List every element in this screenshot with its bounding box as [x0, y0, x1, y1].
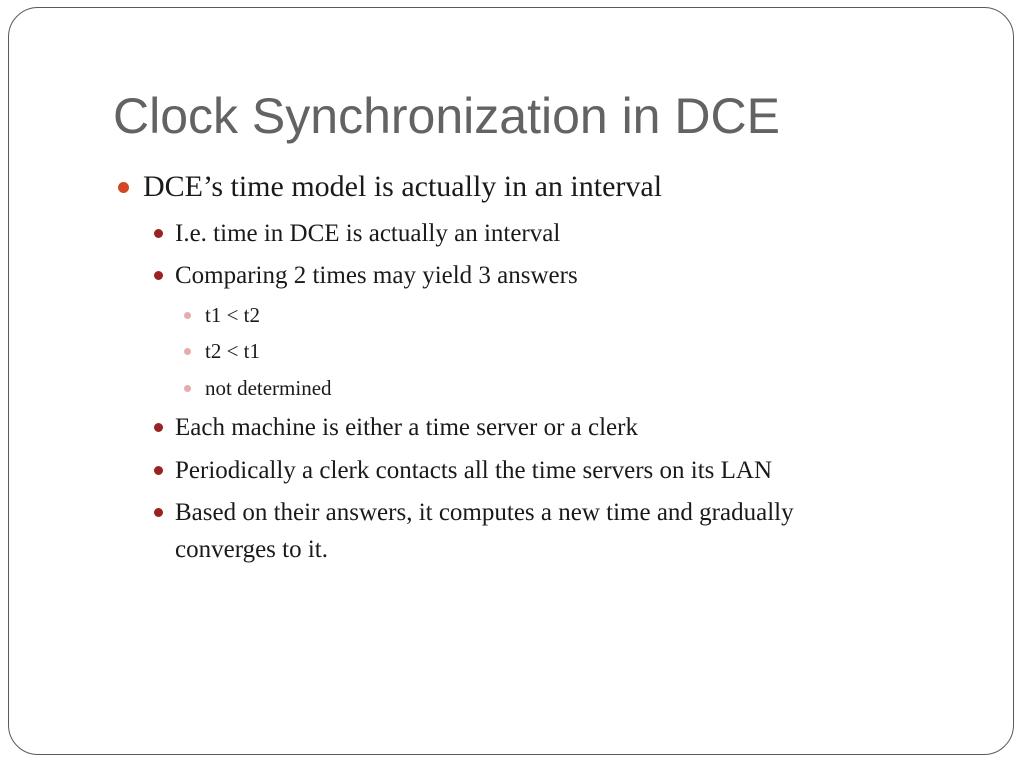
- sub-bullet-item: [175, 257, 578, 294]
- bullet-text: Comparing 2 times may yield 3 answers: [175, 262, 578, 289]
- bullet-item: [143, 168, 662, 206]
- bullet-text: Based on their answers, it computes a new time and gradually: [175, 499, 794, 526]
- bullet-text: t1 < t2: [205, 303, 261, 327]
- sub-sub-bullet-item: [205, 301, 260, 329]
- sub-bullet-item: [175, 452, 772, 489]
- sub-sub-bullet-item: [205, 374, 332, 402]
- sub-sub-bullet-item: [205, 337, 260, 365]
- bullet-dot-icon: [118, 182, 129, 193]
- bullet-dot-icon: [154, 229, 163, 238]
- sub-bullet-item: [175, 409, 638, 446]
- bullet-dot-icon: [154, 466, 163, 475]
- bullet-dot-icon: [154, 271, 163, 280]
- bullet-dot-icon: [184, 385, 191, 392]
- bullet-dot-icon: [184, 312, 191, 319]
- bullet-text: Periodically a clerk contacts all the time servers on its LAN: [175, 457, 773, 484]
- bullet-continuation: [175, 531, 328, 568]
- sub-bullet-item: [175, 215, 560, 252]
- bullet-text: not determined: [205, 376, 332, 400]
- sub-bullet-item: [175, 494, 794, 531]
- bullet-dot-icon: [154, 423, 163, 432]
- bullet-text: converges to it.: [175, 536, 328, 563]
- bullet-text: Each machine is either a time server or a clerk: [175, 414, 638, 441]
- bullet-dot-icon: [154, 508, 163, 517]
- bullet-text: I.e. time in DCE is actually an interval: [175, 220, 561, 247]
- bullet-text: t2 < t1: [205, 339, 261, 363]
- slide-title: Clock Synchronization in DCE: [113, 88, 780, 144]
- bullet-dot-icon: [184, 348, 191, 355]
- bullet-text: DCE’s time model is actually in an interval: [143, 170, 663, 203]
